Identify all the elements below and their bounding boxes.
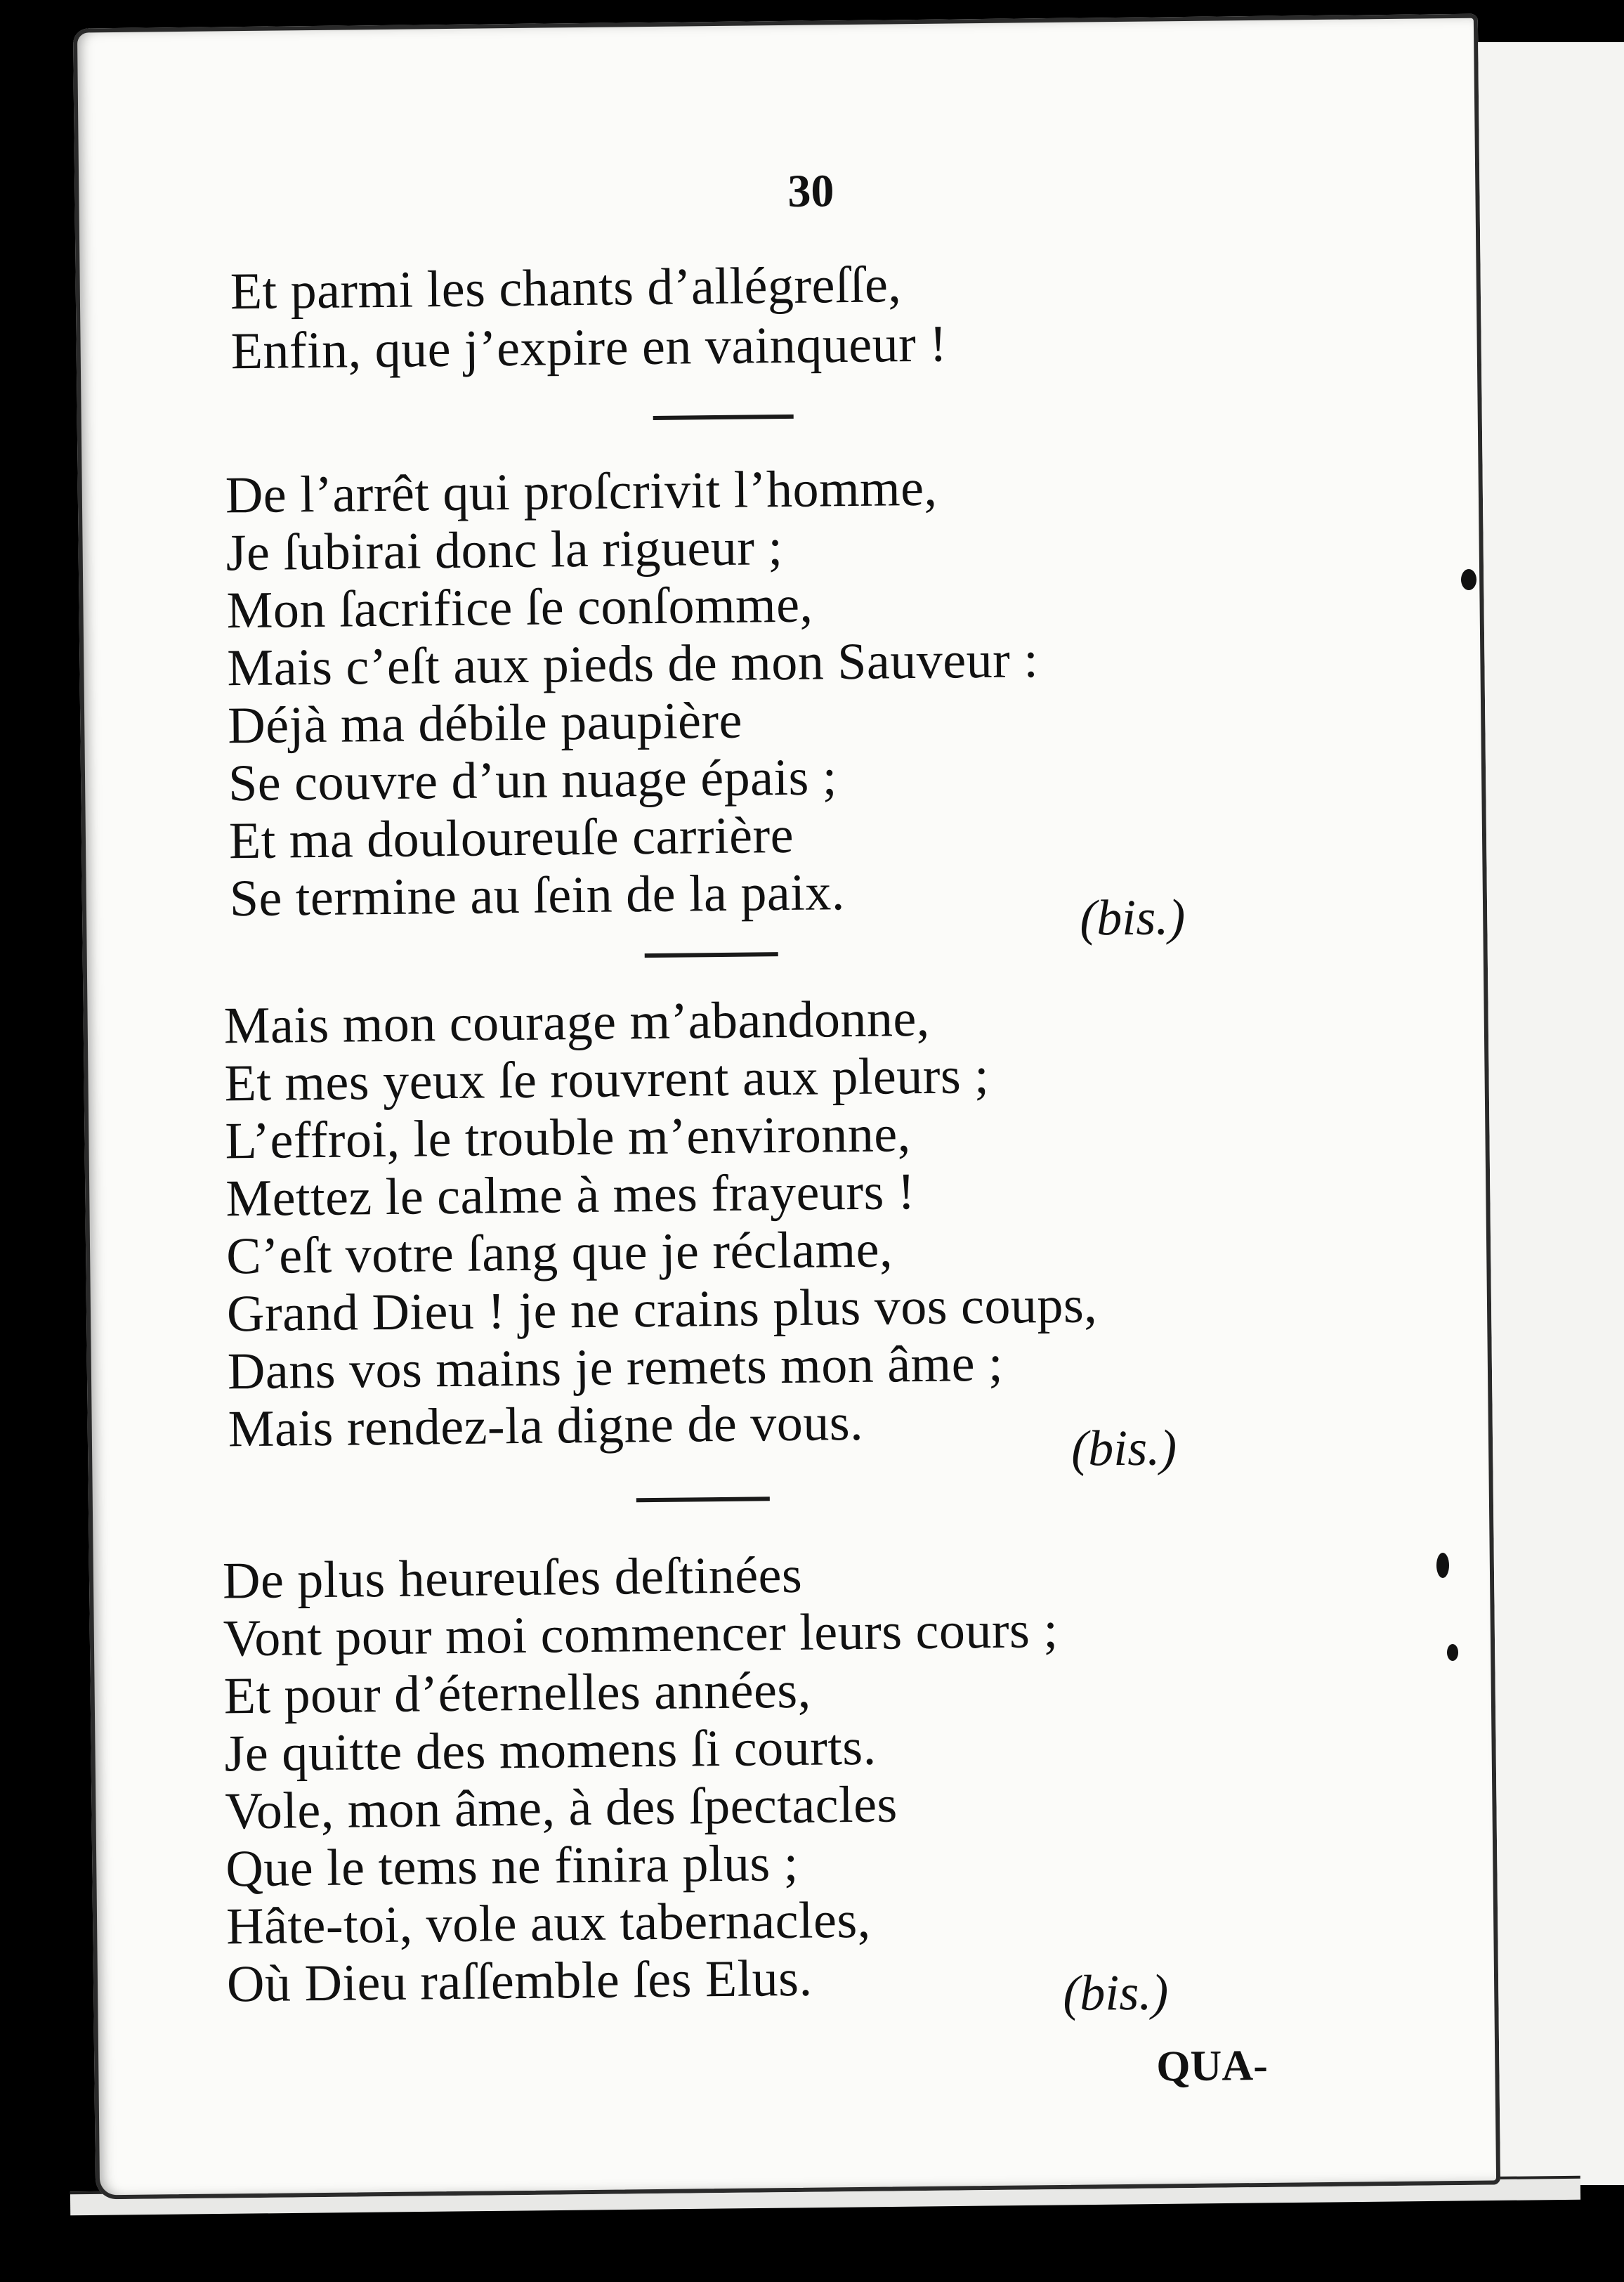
stanza-divider bbox=[645, 952, 778, 958]
refrain-marker: (bis.) bbox=[1062, 1964, 1169, 2021]
verse-line: Se termine au ſein de la paix. bbox=[229, 863, 846, 928]
verse-line: Mais mon courage m’abandonne, bbox=[223, 989, 931, 1055]
verse-line: L’effroi, le trouble m’environne, bbox=[225, 1105, 912, 1171]
verse-line: De l’arrêt qui proſcrivit l’homme, bbox=[225, 459, 938, 525]
verse-line: Hâte-toi, vole aux tabernacles, bbox=[225, 1891, 872, 1956]
verse-line: Déjà ma débile paupière bbox=[227, 691, 743, 755]
verse-line: Se couvre d’un nuage épais ; bbox=[228, 748, 838, 813]
verse-line: Et pour d’éternelles années, bbox=[223, 1661, 812, 1726]
verse-line: Mon ſacrifice ſe conſomme, bbox=[226, 575, 813, 640]
verse-line: Vont pour moi commencer leurs cours ; bbox=[223, 1600, 1059, 1668]
book-page bbox=[73, 14, 1500, 2200]
ink-speck bbox=[1461, 569, 1476, 590]
verse-line: Mais rendez-la digne de vous. bbox=[228, 1393, 864, 1459]
verse-line: Où Dieu raſſemble ſes Elus. bbox=[226, 1949, 813, 2014]
verse-line: Et ma douloureuſe carrière bbox=[228, 806, 794, 871]
verse-line: Dans vos mains je remets mon âme ; bbox=[227, 1334, 1004, 1401]
refrain-marker: (bis.) bbox=[1079, 889, 1186, 946]
verse-line: Et mes yeux ſe rouvrent aux pleurs ; bbox=[224, 1046, 990, 1113]
verse-line: Grand Dieu ! je ne crains plus vos coups, bbox=[226, 1276, 1098, 1343]
verse-line: C’eſt votre ſang que je réclame, bbox=[225, 1220, 893, 1286]
verse-line: Que le tems ne finira plus ; bbox=[225, 1834, 799, 1898]
catchword: QUA- bbox=[1155, 2041, 1269, 2091]
verse-line: Vole, mon âme, à des ſpectacles bbox=[225, 1775, 898, 1841]
stanza-divider bbox=[653, 415, 794, 420]
ink-speck bbox=[1447, 1644, 1458, 1661]
verse-line: Je quitte des momens ſi courts. bbox=[224, 1718, 877, 1783]
verse-line: Mettez le calme à mes frayeurs ! bbox=[225, 1163, 916, 1228]
page-number: 30 bbox=[787, 165, 834, 217]
verse-line: De plus heureuſes deſtinées bbox=[222, 1546, 803, 1610]
verse-line: Enfin, que j’expire en vainqueur ! bbox=[230, 315, 948, 381]
ink-speck bbox=[1436, 1553, 1449, 1578]
verse-line: Et parmi les chants d’allégreſſe, bbox=[230, 256, 902, 321]
stanza-divider bbox=[636, 1497, 770, 1502]
refrain-marker: (bis.) bbox=[1070, 1419, 1177, 1477]
verse-line: Mais c’eſt aux pieds de mon Sauveur : bbox=[226, 631, 1039, 698]
verse-line: Je ſubirai donc la rigueur ; bbox=[225, 519, 783, 582]
